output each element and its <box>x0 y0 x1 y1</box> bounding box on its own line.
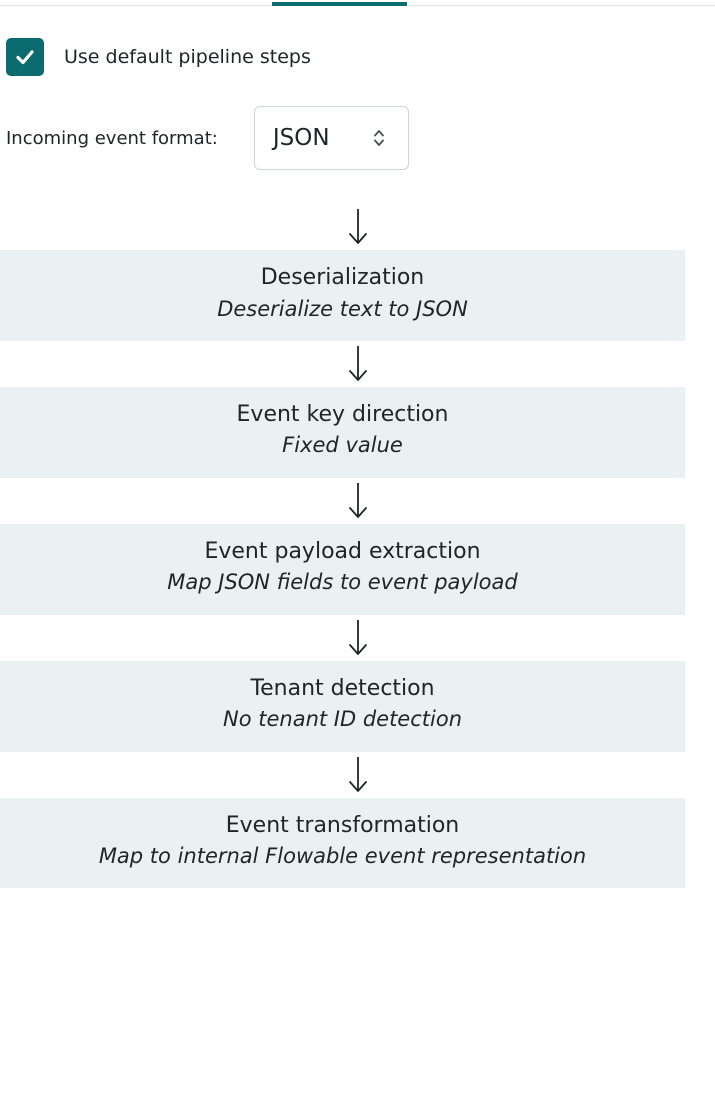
pipeline-arrow-1 <box>0 341 715 387</box>
pipeline-step-subtitle: Map to internal Flowable event representation <box>98 844 587 869</box>
chevron-updown-icon <box>372 127 386 149</box>
pipeline-steps-list <box>0 204 715 888</box>
pipeline-step <box>0 798 685 889</box>
use-default-steps-label: Use default pipeline steps <box>64 45 311 68</box>
use-default-steps-checkbox[interactable] <box>6 38 44 76</box>
pipeline-arrow-2 <box>0 478 715 524</box>
pipeline-step-subtitle: Deserialize text to JSON <box>217 296 468 321</box>
tab-strip <box>0 0 715 6</box>
pipeline-step-title: Event key direction <box>236 401 449 427</box>
arrow-down-icon <box>345 344 371 384</box>
pipeline-step <box>0 524 685 615</box>
pipeline-arrow-4 <box>0 752 715 798</box>
pipeline-arrow-3 <box>0 615 715 661</box>
arrow-down-icon <box>345 481 371 521</box>
pipeline-step-subtitle: Fixed value <box>282 433 403 458</box>
use-default-steps-row[interactable] <box>0 38 715 76</box>
pipeline-step-title: Tenant detection <box>250 675 435 701</box>
incoming-event-format-select[interactable] <box>254 106 409 170</box>
arrow-down-icon <box>345 755 371 795</box>
pipeline-step <box>0 661 685 752</box>
arrow-down-icon <box>345 618 371 658</box>
checkmark-icon <box>14 46 36 68</box>
active-tab-indicator <box>272 2 407 6</box>
pipeline-step-title: Event transformation <box>225 812 460 838</box>
incoming-event-format-value: JSON <box>272 125 330 151</box>
incoming-event-format-row <box>0 106 715 170</box>
pipeline-step-title: Event payload extraction <box>204 538 481 564</box>
pipeline-step-subtitle: No tenant ID detection <box>223 707 462 732</box>
pipeline-step-subtitle: Map JSON fields to event payload <box>167 570 518 595</box>
pipeline-step-title: Deserialization <box>260 265 425 290</box>
pipeline-step <box>0 250 685 341</box>
incoming-event-format-label: Incoming event format: <box>6 127 218 149</box>
arrow-down-icon <box>345 207 371 247</box>
pipeline-step <box>0 387 685 478</box>
pipeline-arrow-0 <box>0 204 715 250</box>
